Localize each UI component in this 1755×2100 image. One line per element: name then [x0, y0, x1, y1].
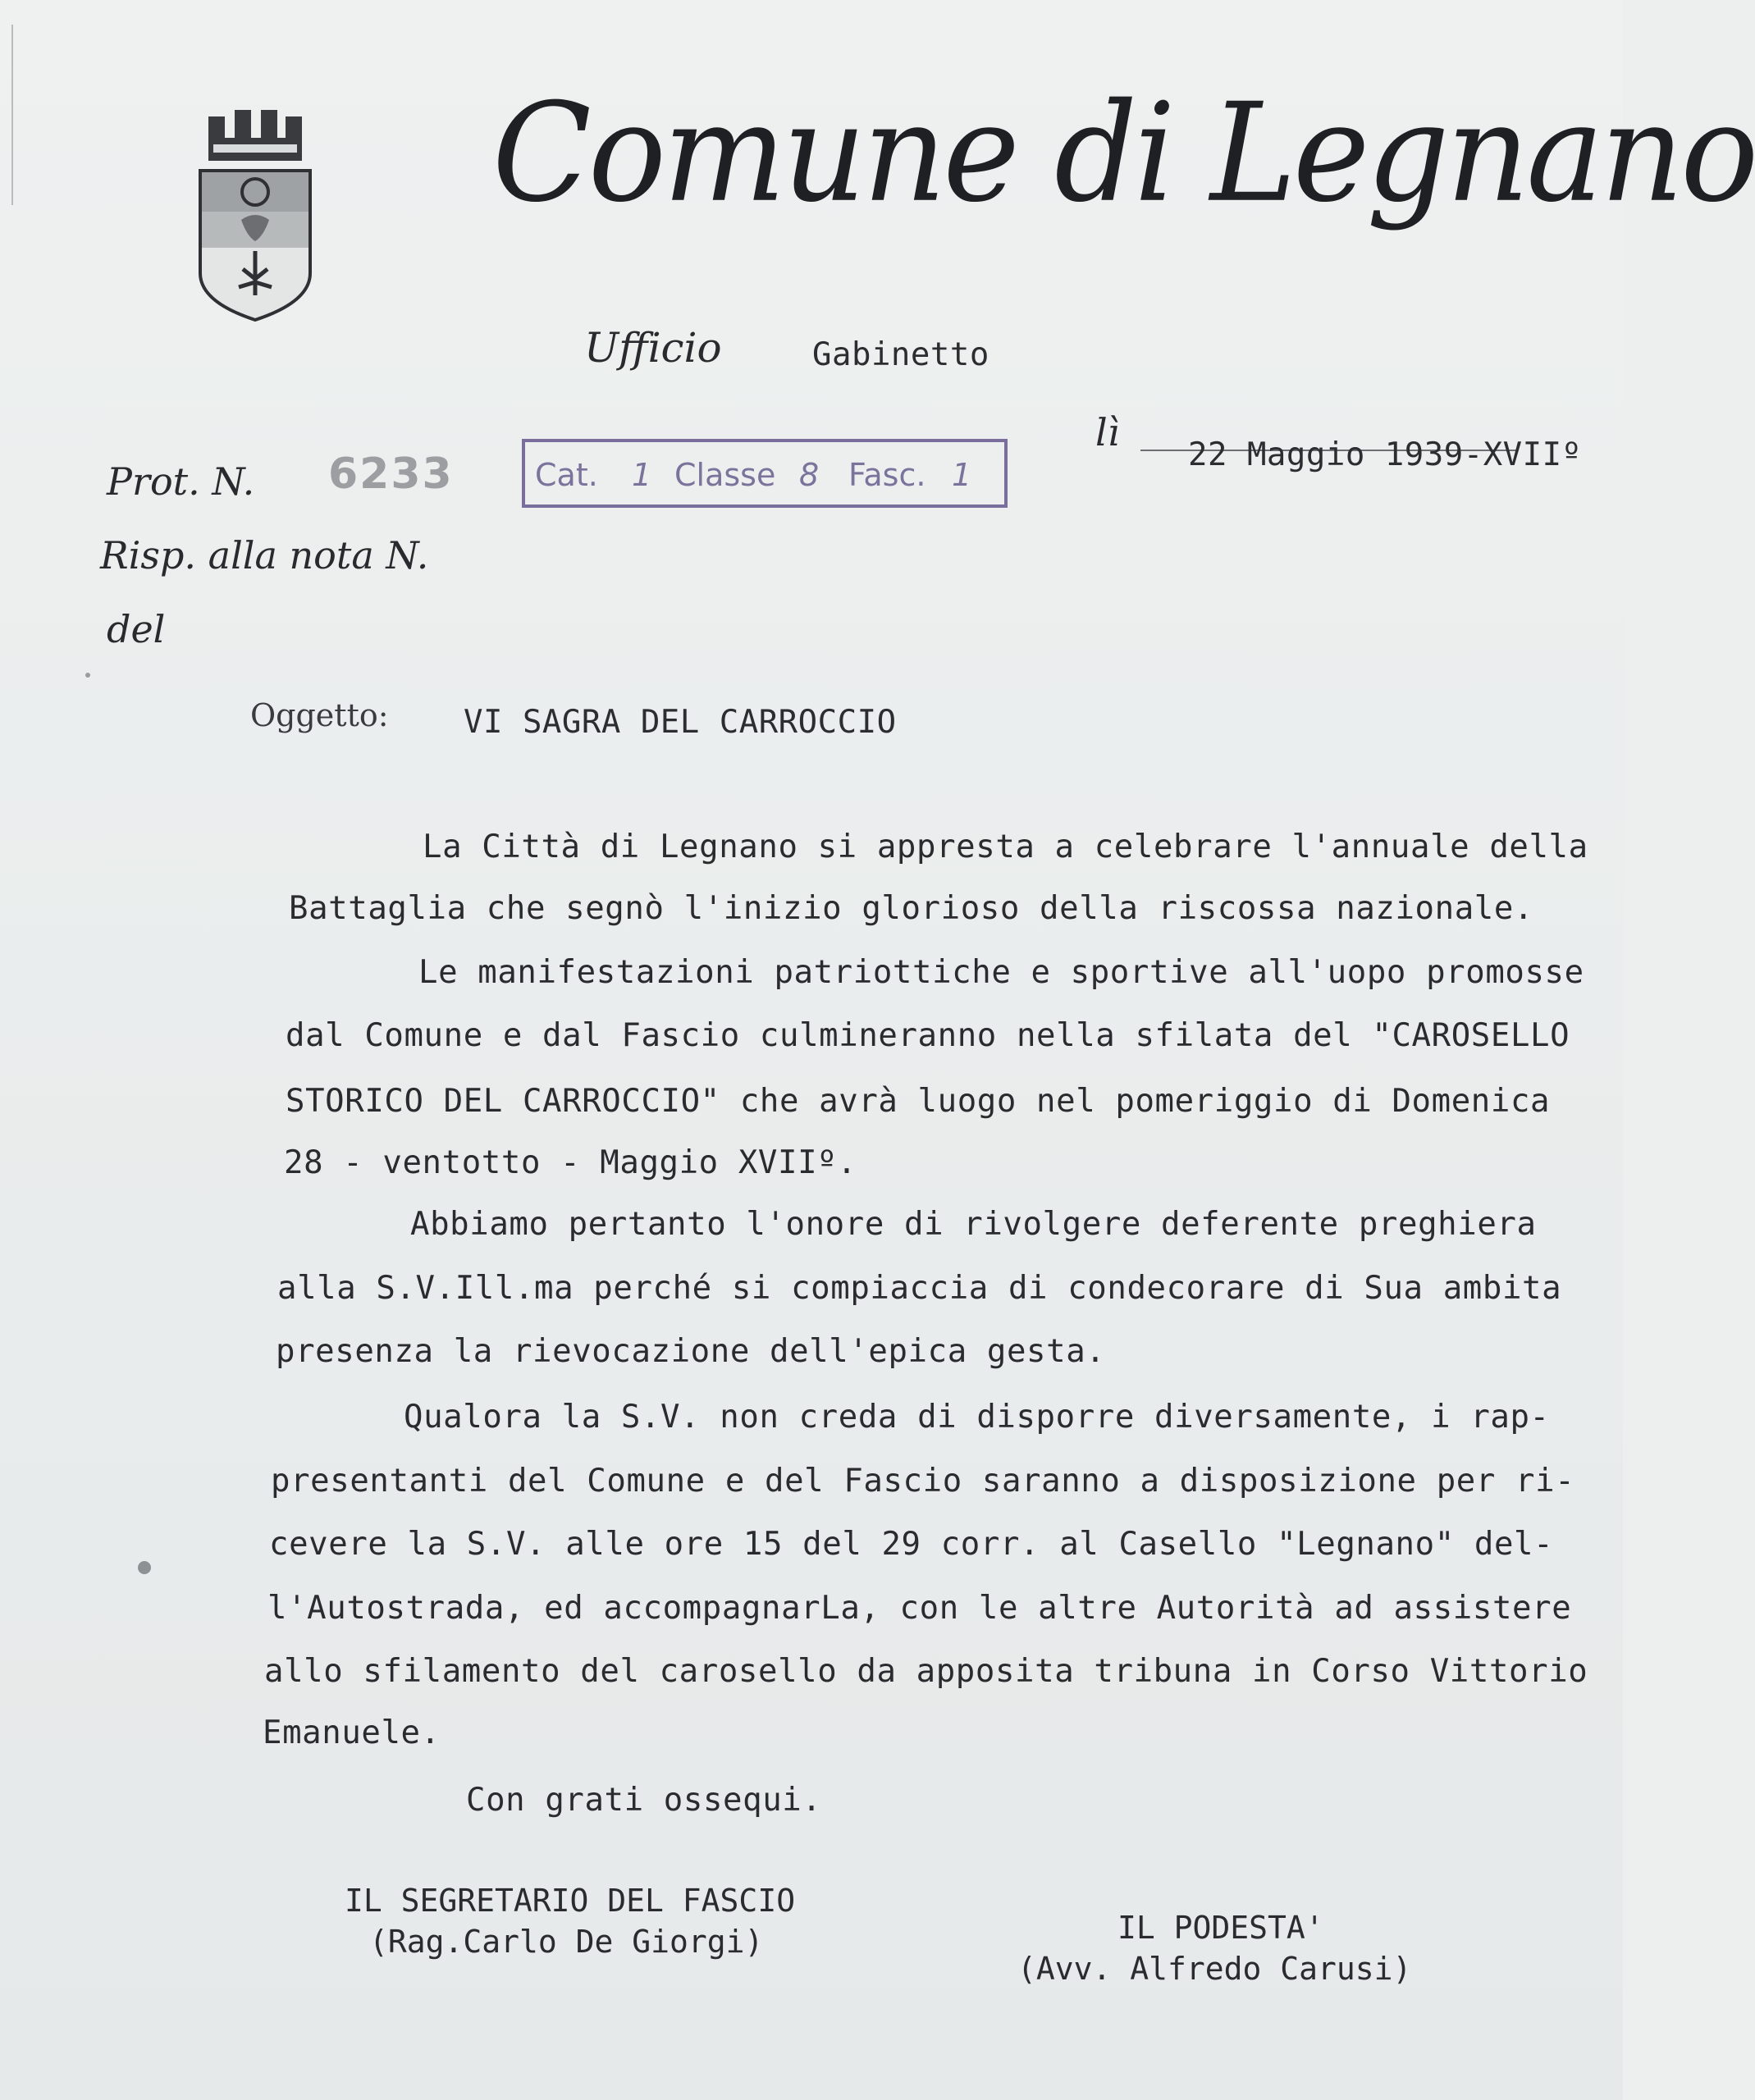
body-line: l'Autostrada, ed accompagnarLa, con le altre Autorità ad assistere [267, 1590, 1572, 1627]
date-label: lì [1095, 410, 1120, 454]
del-label: del [107, 607, 166, 651]
body-line: allo sfilamento del carosello da apposita tribuna in Corso Vittorio [264, 1653, 1588, 1690]
risp-label: Risp. alla nota N. [100, 533, 429, 578]
stamp-fasc-label: Fasc. [848, 457, 926, 493]
subject-label: Oggetto: [250, 697, 389, 733]
coat-of-arms-icon [194, 105, 317, 326]
letterhead-title: Comune di Legnano [492, 74, 1755, 233]
closing-text: Con grati ossequi. [466, 1782, 822, 1819]
signature-left-name: (Rag.Carlo De Giorgi) [369, 1924, 764, 1960]
signature-right-name: (Avv. Alfredo Carusi) [1017, 1951, 1412, 1987]
prot-label: Prot. N. [107, 459, 255, 504]
body-line: cevere la S.V. alle ore 15 del 29 corr. al Casello "Legnano" del- [269, 1526, 1554, 1563]
subject-text: VI SAGRA DEL CARROCCIO [464, 704, 897, 741]
body-line: alla S.V.Ill.ma perché si compiaccia di condecorare di Sua ambita [277, 1270, 1562, 1307]
prot-number: 6233 [328, 450, 454, 499]
body-line: Abbiamo pertanto l'onore di rivolgere deferente preghiera [410, 1206, 1537, 1243]
date-value: 22 Maggio 1939-XVIIº [1188, 436, 1582, 473]
body-line: Emanuele. [263, 1714, 441, 1751]
body-line: presenza la rievocazione dell'epica gesta. [276, 1333, 1106, 1370]
stamp-cat-value: 1 [632, 457, 652, 493]
body-line: Qualora la S.V. non creda di disporre diversamente, i rap- [404, 1399, 1550, 1436]
page-edge-mark [11, 25, 13, 205]
stamp-fasc-value: 1 [952, 457, 972, 493]
stamp-classe-label: Classe [674, 457, 776, 493]
body-line: dal Comune e dal Fascio culmineranno nella sfilata del "CAROSELLO [286, 1017, 1570, 1054]
body-line: La Città di Legnano si appresta a celebrare l'annuale della [423, 829, 1588, 865]
binder-hole-mark [138, 1561, 151, 1574]
body-line: 28 - ventotto - Maggio XVIIº. [284, 1144, 857, 1181]
signature-left-title: IL SEGRETARIO DEL FASCIO [345, 1883, 796, 1919]
body-line: Battaglia che segnò l'inizio glorioso della riscossa nazionale. [289, 890, 1534, 927]
stamp-cat-label: Cat. [535, 457, 598, 493]
classification-stamp [522, 439, 1008, 508]
body-line: presentanti del Comune e del Fascio saranno a disposizione per ri- [271, 1463, 1575, 1500]
speck-mark [85, 673, 90, 678]
body-line: Le manifestazioni patriottiche e sportive all'uopo promosse [418, 954, 1584, 991]
signature-right-title: IL PODESTA' [1117, 1910, 1324, 1946]
office-value: Gabinetto [812, 336, 989, 373]
stamp-classe-value: 8 [799, 457, 820, 493]
body-line: STORICO DEL CARROCCIO" che avrà luogo nel pomeriggio di Domenica [286, 1083, 1551, 1120]
office-label: Ufficio [584, 324, 722, 372]
